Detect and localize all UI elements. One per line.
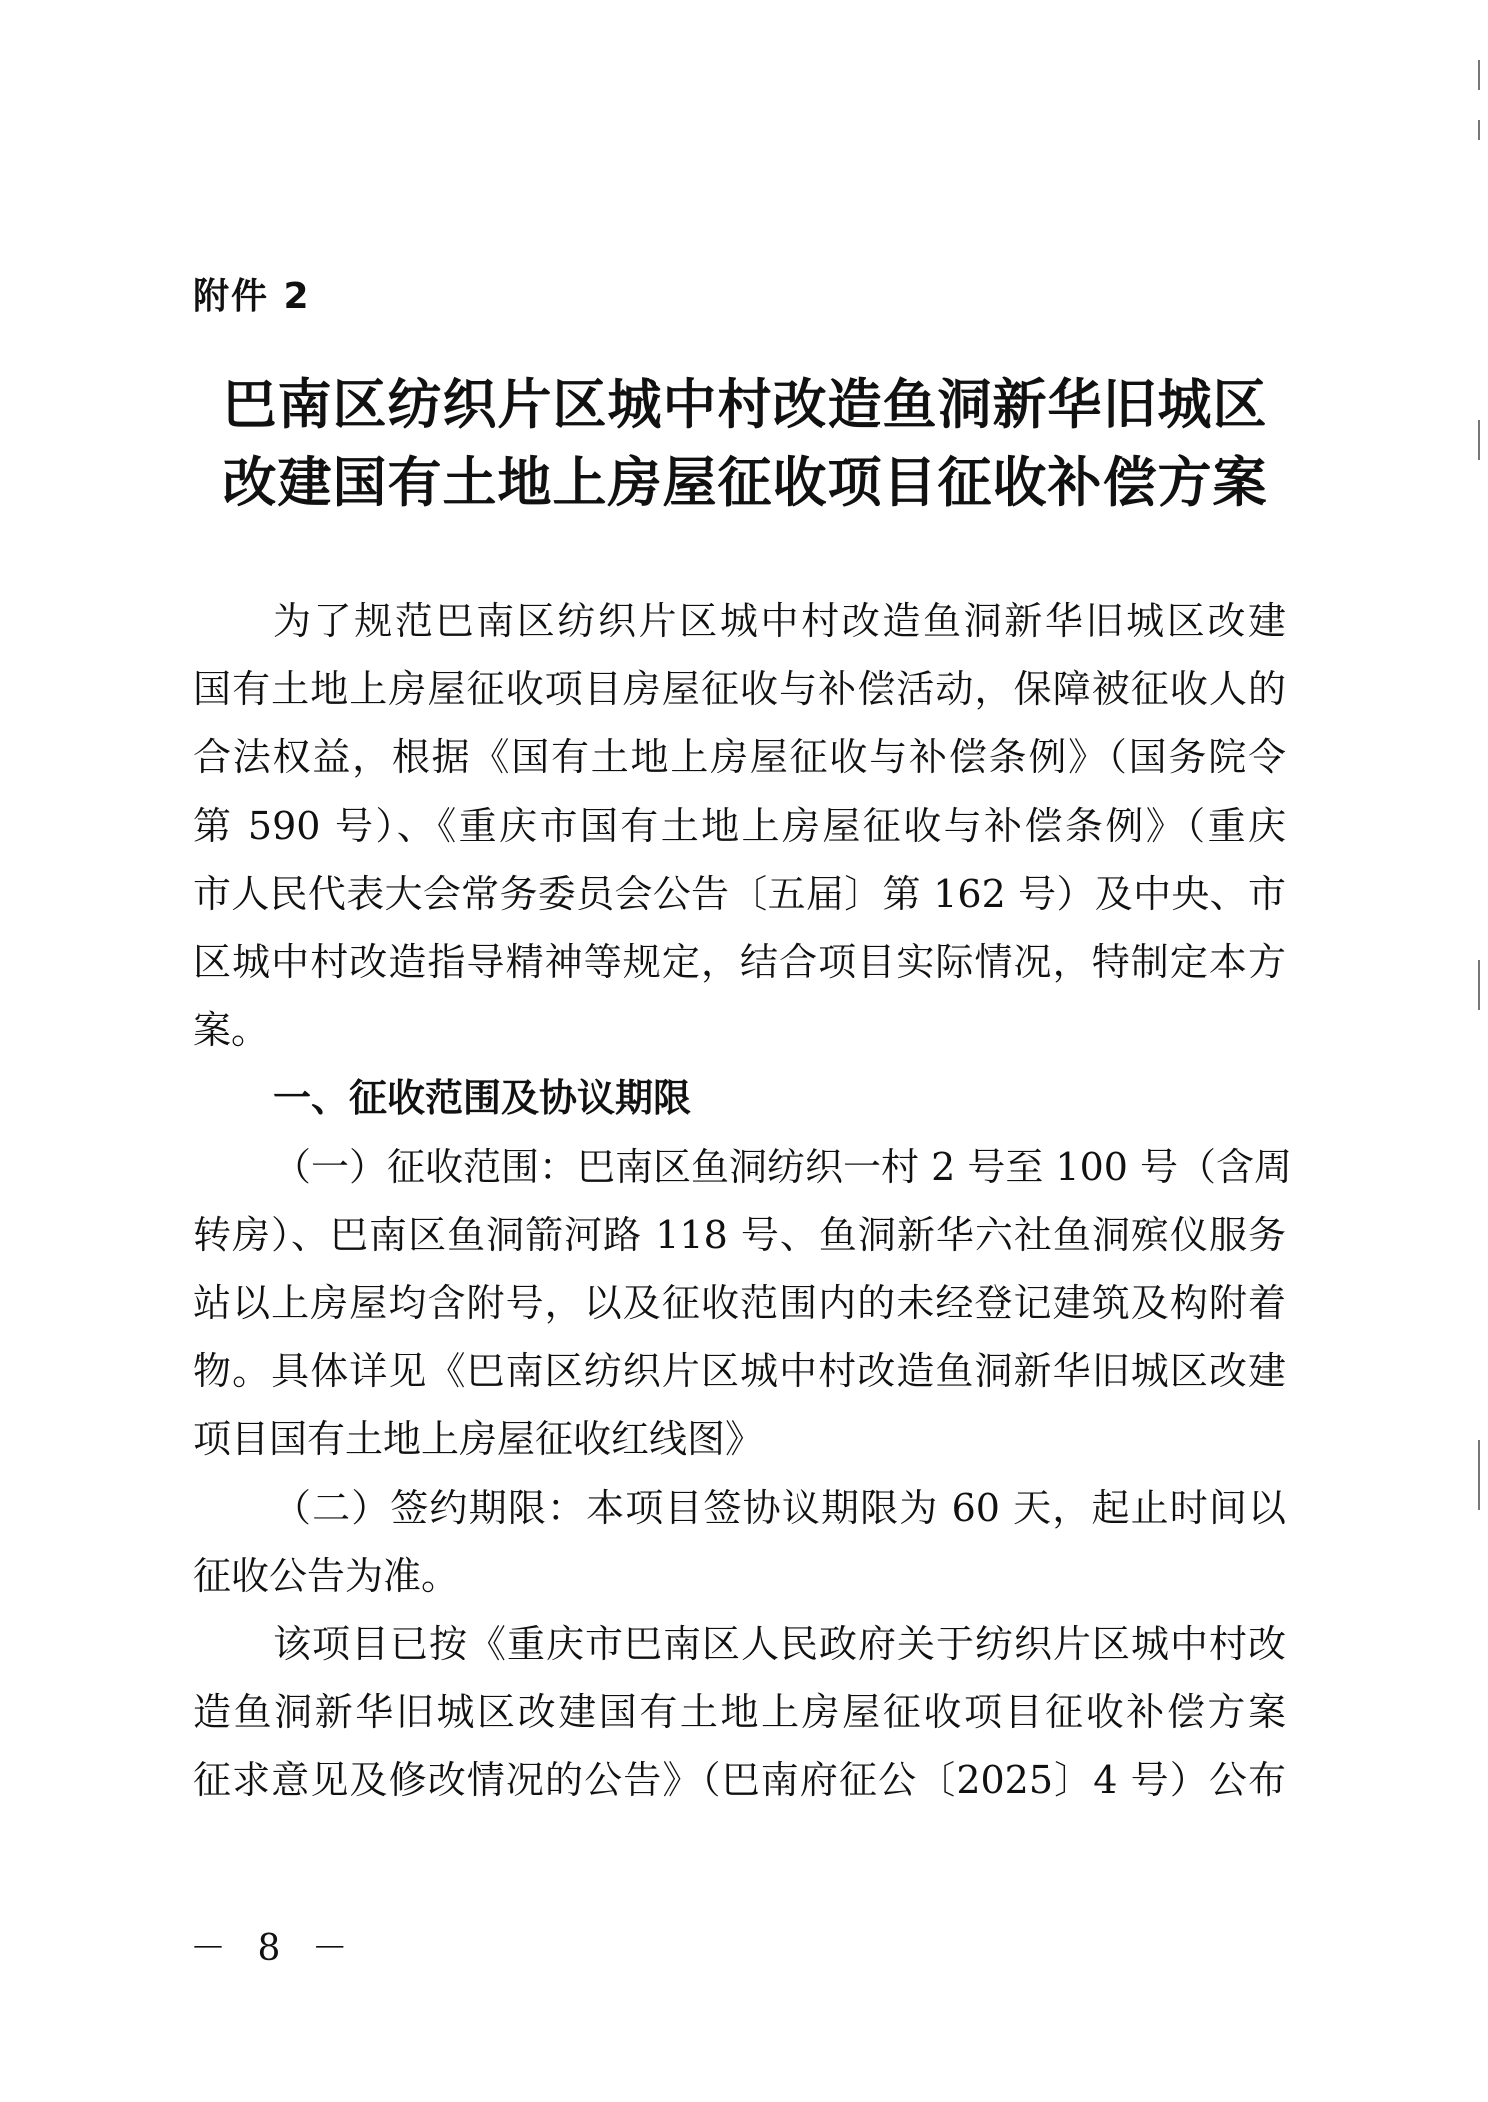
body-line: 物。具体详见《巴南区纺织片区城中村改造鱼洞新华旧城区改建 — [193, 1349, 1286, 1393]
body-line: 站以上房屋均含附号，以及征收范围内的未经登记建筑及构附着 — [193, 1281, 1286, 1325]
body-line: 合法权益，根据《国有土地上房屋征收与补偿条例》（国务院令 — [193, 735, 1286, 779]
body-line: 国有土地上房屋征收项目房屋征收与补偿活动，保障被征收人的 — [193, 667, 1286, 711]
body-line: 市人民代表大会常务委员会公告〔五届〕第 162 号）及中央、市 — [193, 872, 1286, 916]
body-line: 案。 — [193, 1008, 270, 1052]
body-line: 区城中村改造指导精神等规定，结合项目实际情况，特制定本方 — [193, 940, 1286, 984]
section-heading: 一、征收范围及协议期限 — [273, 1076, 692, 1120]
scan-artifact — [1478, 1440, 1480, 1510]
document-title-line-1: 巴南区纺织片区城中村改造鱼洞新华旧城区 — [222, 373, 1268, 436]
scan-artifact — [1478, 960, 1480, 1010]
document-title-line-2: 改建国有土地上房屋征收项目征收补偿方案 — [222, 451, 1268, 514]
body-line: 为了规范巴南区纺织片区城中村改造鱼洞新华旧城区改建 — [273, 599, 1286, 643]
scan-artifact — [1478, 420, 1480, 460]
body-line: 征求意见及修改情况的公告》（巴南府征公〔2025〕4 号）公布 — [193, 1758, 1286, 1802]
body-line: （一）征收范围：巴南区鱼洞纺织一村 2 号至 100 号（含周 — [273, 1145, 1293, 1189]
body-line: 征收公告为准。 — [193, 1554, 460, 1598]
page-number: － 8 － — [190, 1928, 358, 1969]
body-line: （二）签约期限：本项目签协议期限为 60 天，起止时间以 — [273, 1486, 1286, 1530]
scan-artifact — [1478, 120, 1480, 140]
body-line: 转房）、巴南区鱼洞箭河路 118 号、鱼洞新华六社鱼洞殡仪服务 — [193, 1213, 1286, 1257]
body-line: 该项目已按《重庆市巴南区人民政府关于纺织片区城中村改 — [273, 1622, 1286, 1666]
scan-artifact — [1478, 60, 1480, 90]
body-line: 第 590 号）、《重庆市国有土地上房屋征收与补偿条例》（重庆 — [193, 804, 1286, 848]
body-line: 项目国有土地上房屋征收红线图》 — [193, 1417, 764, 1461]
attachment-label: 附件 2 — [193, 276, 311, 317]
body-line: 造鱼洞新华旧城区改建国有土地上房屋征收项目征收补偿方案 — [193, 1690, 1286, 1734]
